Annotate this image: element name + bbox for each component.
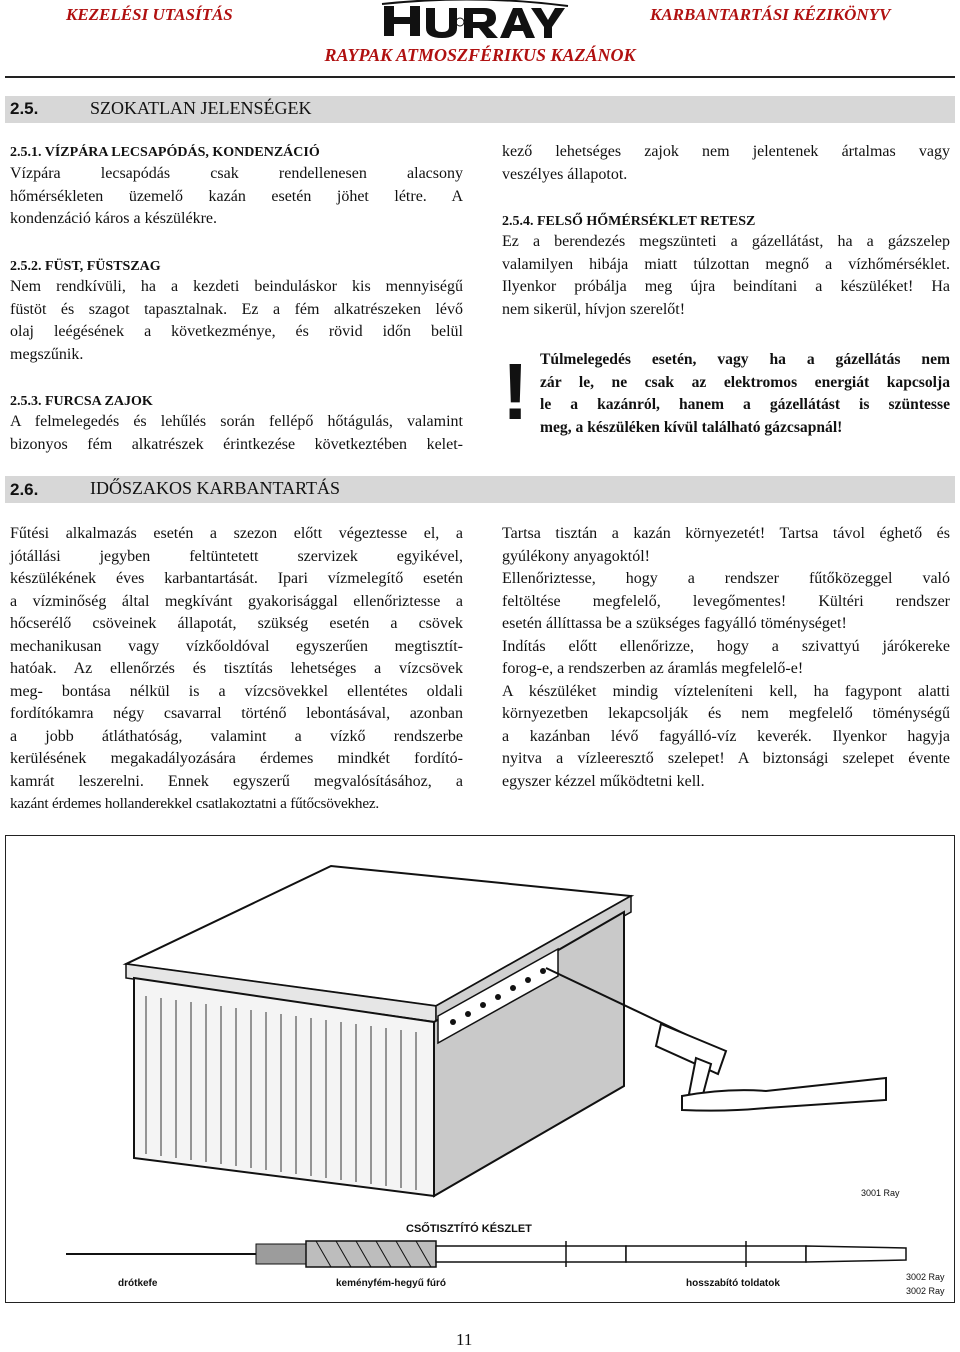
wire-brush-label: drótkefe bbox=[118, 1278, 158, 1289]
huray-logo bbox=[380, 0, 570, 44]
subsection-body-2-5-2 bbox=[10, 276, 463, 366]
maintenance-right-column bbox=[502, 523, 950, 793]
text-line: meg- bontása nélkül is a vízcsövekkel ellentétes oldali bbox=[10, 682, 463, 700]
text-line: olaj leégésének a következménye, és rövid időn belül bbox=[10, 323, 463, 340]
text-line: jótállási jegyben feltüntetett szervizek egyikével, bbox=[10, 547, 463, 565]
subsection-body-2-5-4 bbox=[502, 231, 950, 321]
text-line: esetén állíttassa be a szükséges fagyálló töménységet! bbox=[502, 615, 847, 632]
figure-ref-bottom-1: 3002 Ray bbox=[906, 1272, 945, 1282]
text-line: gyúlékony anyagoktól! bbox=[502, 547, 650, 565]
section-number: 2.5. bbox=[10, 99, 39, 118]
text-line: forog-e, a rendszerben az áramlás megfelelő-e! bbox=[502, 660, 804, 677]
text-line: Fűtési alkalmazás esetén a szezon előtt végeztesse el, a bbox=[10, 525, 463, 542]
header-right-title: KARBANTARTÁSI KÉZIKÖNYV bbox=[650, 5, 891, 24]
text-line: mechanikusan vagy vízkőoldóval egyszerűen megtisztít- bbox=[10, 637, 463, 655]
header-subtitle: RAYPAK ATMOSZFÉRIKUS KAZÁNOK bbox=[324, 45, 636, 65]
warning-line: Túlmelegedés esetén, vagy ha a gázellátás nem bbox=[540, 351, 950, 368]
text-line: feltöltése megfelelő, levegőmentes! Kültéri rendszer bbox=[502, 592, 950, 610]
text-line: A felmelegedés és lehűlés során fellépő hőtágulás, valamint bbox=[10, 413, 463, 430]
extension-rods-label: hosszabító toldatok bbox=[686, 1278, 780, 1289]
text-line: valamilyen hibája miatt túlzottan megnő a vízhőmérséklet. bbox=[502, 255, 950, 273]
header-rule bbox=[5, 76, 955, 78]
maintenance-illustration bbox=[5, 835, 955, 1303]
text-line: Ilyenkor próbálja meg újra beindítani a készüléket! Ha bbox=[502, 278, 950, 295]
text-line: hőcserélő csöveinek állapotát, szükség esetén a csövek bbox=[10, 615, 463, 632]
text-line: kazánt érdemes hollanderekkel csatlakoztatni a fűtőcsövekhez. bbox=[10, 795, 380, 812]
header-left-title: KEZELÉSI UTASÍTÁS bbox=[66, 5, 233, 24]
text-line: kondenzáció káros a készülékre. bbox=[10, 210, 218, 227]
text-line: füstöt és szagot tapasztalnak. Ez a fém alkatrészeken lévő bbox=[10, 300, 463, 318]
text-line: Vízpára lecsapódás csak rendellenesen alacsony bbox=[10, 165, 463, 182]
text-line: A készüléket mindig vízteleníteni kell, ha fagypont alatti bbox=[502, 682, 950, 700]
text-line: Nem rendkívüli, ha a kezdeti beinduláskor kis mennyiségű bbox=[10, 278, 463, 295]
subsection-title-2-5-4: 2.5.4. FELSŐ HŐMÉRSÉKLET RETESZ bbox=[502, 214, 756, 229]
kit-title-label: CSŐTISZTÍTÓ KÉSZLET bbox=[406, 1223, 532, 1235]
figure-ref-bottom-2: 3002 Ray bbox=[906, 1286, 945, 1296]
carbide-drill-label: keményfém-hegyű fúró bbox=[336, 1278, 447, 1289]
warning-line: zár le, ne csak az elektromos energiát kapcsolja bbox=[540, 373, 950, 391]
text-line: bizonyos fém alkatrészek érintkezése következtében kelet- bbox=[10, 435, 463, 453]
subsection-title-2-5-1: 2.5.1. VÍZPÁRA LECSAPÓDÁS, KONDENZÁCIÓ bbox=[10, 145, 320, 160]
text-line: hőmérsékleten üzemelő kazán esetén jöhet létre. A bbox=[10, 187, 463, 205]
text-line: kamrát leszerelni. Ennek egyszerű megvalósításához, a bbox=[10, 772, 463, 790]
section-title: IDŐSZAKOS KARBANTARTÁS bbox=[90, 478, 340, 498]
text-line: kerülésének megakadályozására érdemes mindkét fordító- bbox=[10, 750, 463, 767]
warning-text bbox=[540, 349, 950, 439]
text-line: nyitva a vízleeresztő szelepet! A biztonsági szelepet évente bbox=[502, 750, 950, 767]
text-line: Ez a berendezés megszünteti a gázellátást, ha a gázszelep bbox=[502, 233, 950, 250]
text-line: a jobb átláthatóság, valamint a vízkő rendszerbe bbox=[10, 727, 463, 745]
text-line: Indítás előtt ellenőrizze, hogy a szivattyú járókereke bbox=[502, 637, 950, 655]
maintenance-left-column bbox=[10, 523, 463, 816]
text-line: a vízminőség által megkívánt gyakorisággal ellenőriztesse a bbox=[10, 592, 463, 610]
text-line: nem sikerül, hívjon szerelőt! bbox=[502, 300, 686, 318]
text-line: kező lehetséges zajok nem jelentenek ártalmas vagy bbox=[502, 143, 950, 160]
text-line: készülékének éves karbantartását. Ipari vízmelegítő esetén bbox=[10, 570, 463, 587]
text-line: a kazánban lévő fagyálló-víz keverék. Ilyenkor hagyja bbox=[502, 727, 950, 745]
text-line: megszűnik. bbox=[10, 345, 84, 363]
subsection-body-2-5-3-cont bbox=[502, 141, 950, 186]
text-line: fordítókamra négy csavarral történő lebontásával, azonban bbox=[10, 705, 463, 722]
section-title: SZOKATLAN JELENSÉGEK bbox=[90, 98, 312, 118]
text-line: környezetben lekapcsolják és nem megfelelő töménységű bbox=[502, 705, 950, 722]
text-line: egyszer kézzel működtetni kell. bbox=[502, 772, 705, 790]
warning-line: meg, a készüléken kívül található gázcsapnál! bbox=[540, 418, 843, 436]
subsection-body-2-5-1 bbox=[10, 163, 463, 231]
page-number: 11 bbox=[456, 1330, 473, 1349]
warning-line: le a kazánról, hanem a gázellátást is szüntesse bbox=[540, 396, 950, 413]
subsection-body-2-5-3 bbox=[10, 411, 463, 456]
text-line: Ellenőriztesse, hogy a rendszer fűtőközeggel való bbox=[502, 570, 950, 587]
warning-exclamation-icon: ! bbox=[502, 347, 529, 436]
section-number: 2.6. bbox=[10, 480, 39, 499]
text-line: Tartsa tisztán a kazán környezetét! Tartsa távol éghető és bbox=[502, 525, 950, 542]
subsection-title-2-5-2: 2.5.2. FÜST, FÜSTSZAG bbox=[10, 259, 161, 274]
subsection-title-2-5-3: 2.5.3. FURCSA ZAJOK bbox=[10, 394, 153, 409]
figure-ref-top: 3001 Ray bbox=[861, 1188, 900, 1198]
text-line: hatóak. Az ellenőrzés és tisztítás lehetséges a vízcsövek bbox=[10, 660, 463, 677]
text-line: veszélyes állapotot. bbox=[502, 165, 628, 183]
